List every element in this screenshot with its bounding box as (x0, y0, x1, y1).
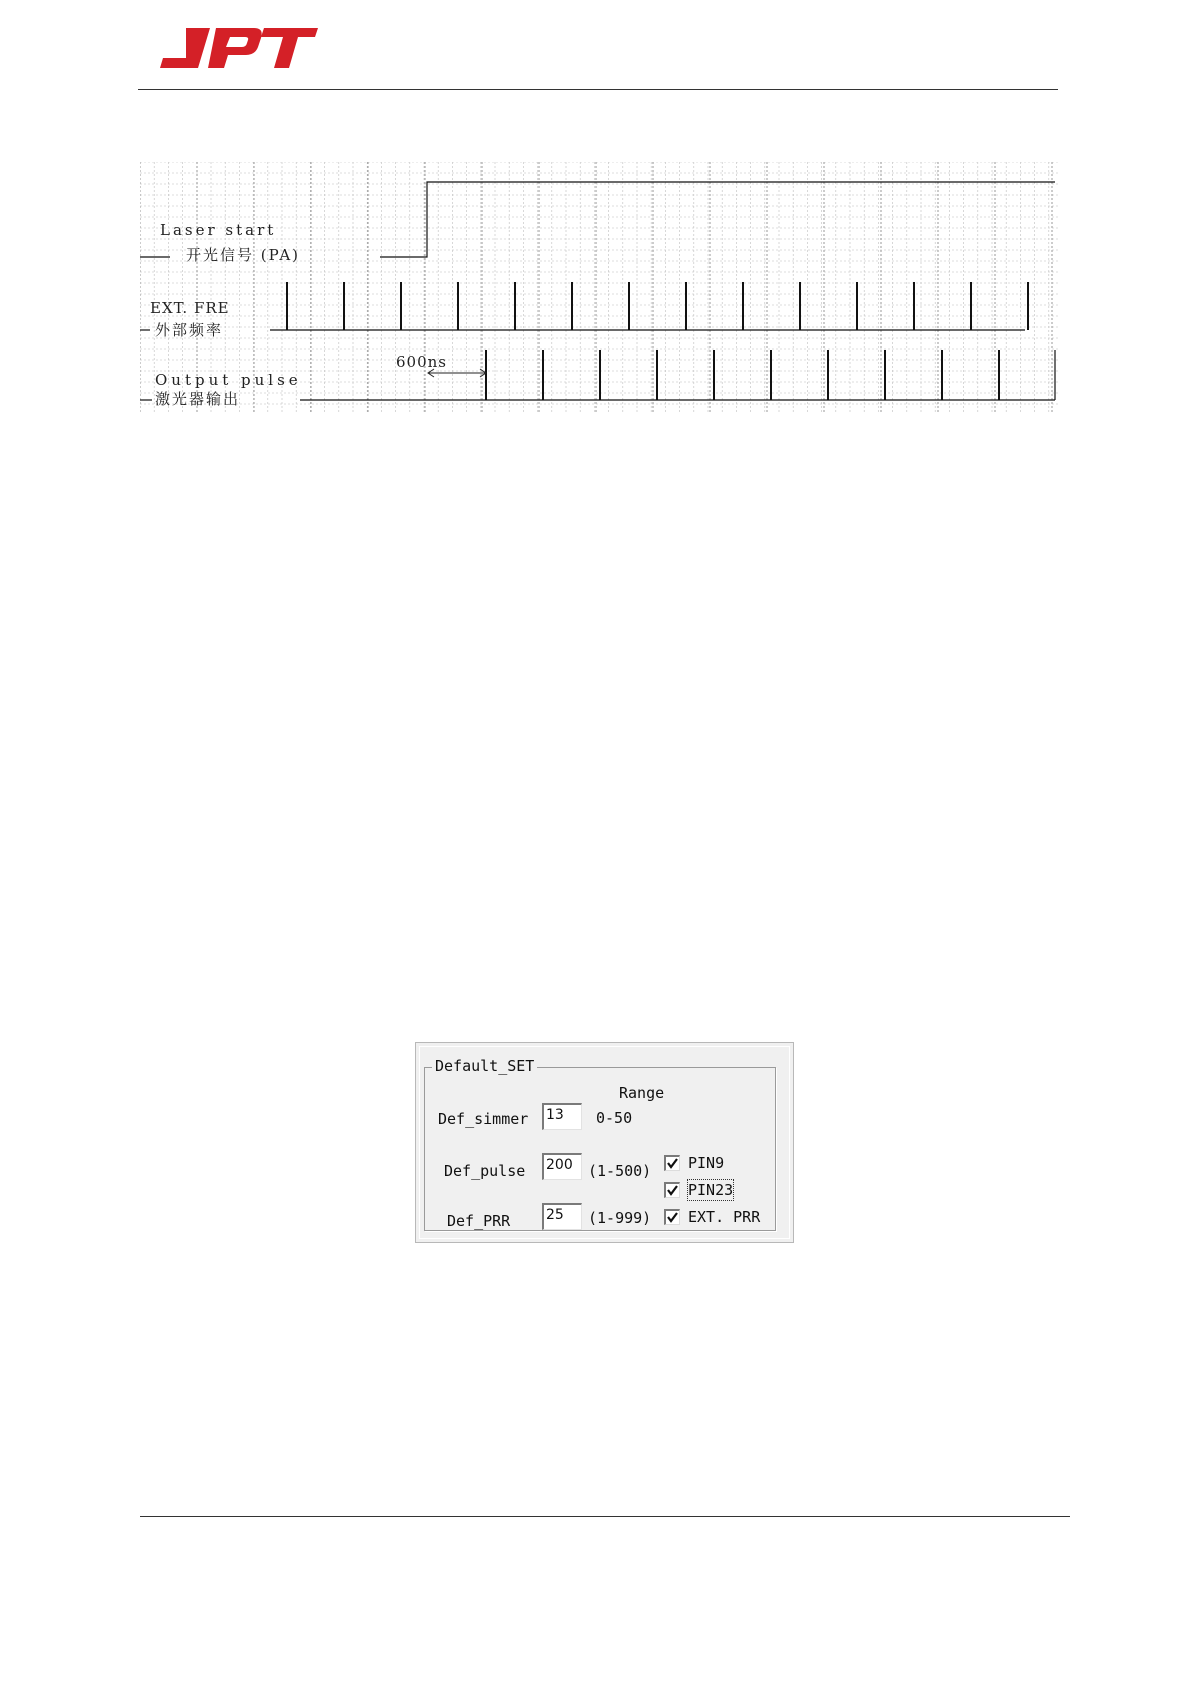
jpt-logo (150, 22, 320, 74)
checkmark-icon (666, 1157, 679, 1170)
def-prr-range: (1-999) (588, 1209, 652, 1227)
def-pulse-range: (1-500) (588, 1162, 652, 1180)
ext-fre-label-cn: 外部频率 (155, 321, 224, 339)
laser-start-label: Laser start (160, 221, 277, 239)
footer-rule (140, 1516, 1070, 1517)
groupbox-title: Default_SET (432, 1056, 537, 1076)
def-pulse-label: Def_pulse (444, 1162, 526, 1180)
output-pulse-label-cn: 激光器输出 (155, 390, 241, 408)
ext-prr-label: EXT. PRR (688, 1208, 761, 1226)
def-simmer-label: Def_simmer (438, 1110, 529, 1128)
pin23-label: PIN23 (688, 1181, 734, 1199)
default-set-panel (415, 1042, 794, 1243)
header-rule (138, 89, 1058, 90)
def-prr-label: Def_PRR (447, 1212, 511, 1230)
def-pulse-input[interactable]: 200 (542, 1153, 582, 1180)
pin9-checkbox[interactable] (664, 1155, 680, 1171)
ext-prr-checkbox[interactable] (664, 1209, 680, 1225)
delay-annotation: 600ns (396, 353, 447, 371)
def-simmer-range: 0-50 (596, 1109, 633, 1127)
pin9-label: PIN9 (688, 1154, 725, 1172)
timing-diagram (140, 162, 1060, 412)
range-header: Range (619, 1084, 665, 1102)
output-pulse-label: Output pulse (155, 371, 302, 389)
laser-start-label-cn: 开光信号 (PA) (186, 246, 301, 264)
checkmark-icon (666, 1211, 679, 1224)
def-prr-input[interactable]: 25 (542, 1203, 582, 1230)
checkmark-icon (666, 1184, 679, 1197)
ext-fre-label: EXT. FRE (150, 299, 230, 317)
def-simmer-input[interactable]: 13 (542, 1103, 582, 1130)
pin23-checkbox[interactable] (664, 1182, 680, 1198)
